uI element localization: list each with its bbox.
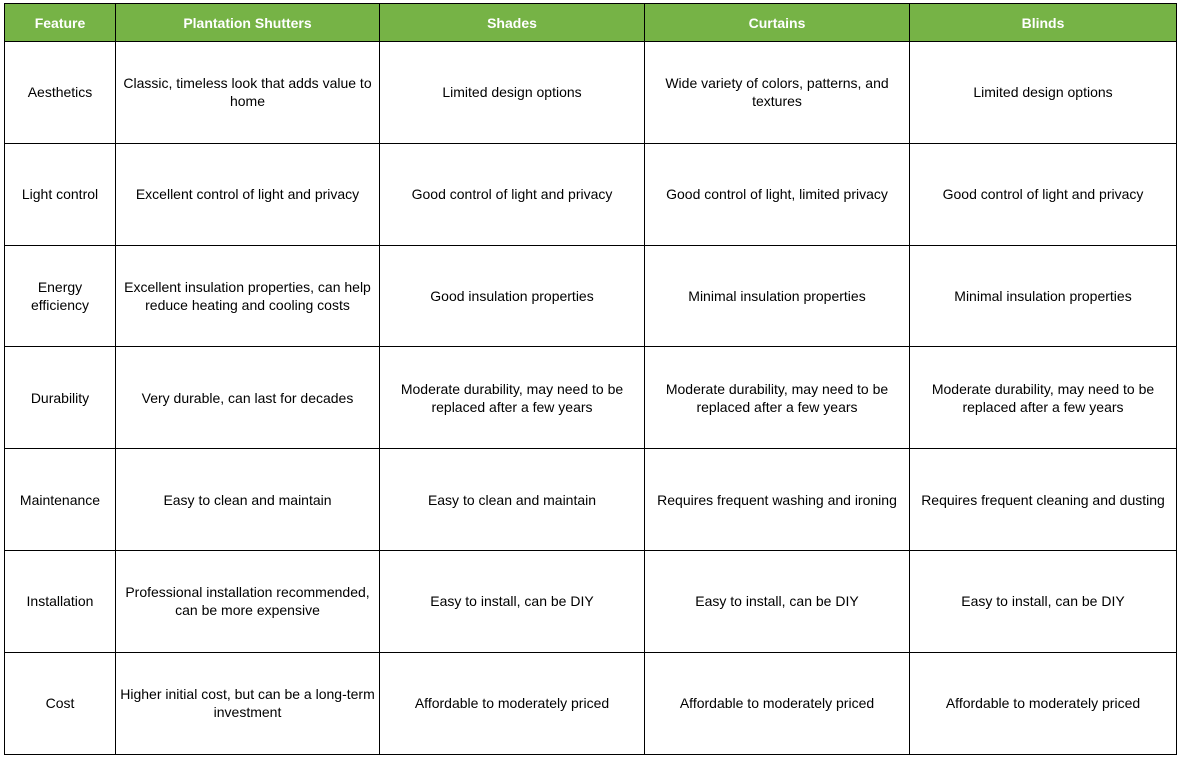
table-cell: Classic, timeless look that adds value to home [116,42,380,144]
row-feature-label: Energy efficiency [5,245,116,347]
table-cell: Easy to clean and maintain [116,449,380,551]
table-cell: Limited design options [910,42,1177,144]
row-feature-label: Maintenance [5,449,116,551]
header-row [5,4,1177,42]
table-cell: Requires frequent cleaning and dusting [910,449,1177,551]
table-row [5,652,1177,754]
table-cell: Moderate durability, may need to be replaced after a few years [645,347,910,449]
table-cell: Professional installation recommended, can be more expensive [116,550,380,652]
table-cell: Wide variety of colors, patterns, and textures [645,42,910,144]
table-body [5,42,1177,755]
row-feature-label: Cost [5,652,116,754]
table-row [5,449,1177,551]
row-feature-label: Durability [5,347,116,449]
table-header [5,4,1177,42]
table-cell: Moderate durability, may need to be replaced after a few years [380,347,645,449]
table-cell: Good control of light and privacy [910,143,1177,245]
table-cell: Very durable, can last for decades [116,347,380,449]
table-cell: Minimal insulation properties [645,245,910,347]
table-cell: Good control of light, limited privacy [645,143,910,245]
table-cell: Easy to install, can be DIY [380,550,645,652]
table-cell: Affordable to moderately priced [380,652,645,754]
table-row [5,245,1177,347]
table-cell: Requires frequent washing and ironing [645,449,910,551]
table-cell: Easy to install, can be DIY [910,550,1177,652]
header-plantation-shutters: Plantation Shutters [116,4,380,42]
table-cell: Good insulation properties [380,245,645,347]
table-cell: Limited design options [380,42,645,144]
table-cell: Minimal insulation properties [910,245,1177,347]
row-feature-label: Installation [5,550,116,652]
table-cell: Higher initial cost, but can be a long-term investment [116,652,380,754]
table-cell: Good control of light and privacy [380,143,645,245]
table-cell: Affordable to moderately priced [645,652,910,754]
header-blinds: Blinds [910,4,1177,42]
table-cell: Excellent control of light and privacy [116,143,380,245]
table-cell: Affordable to moderately priced [910,652,1177,754]
table-row [5,550,1177,652]
header-curtains: Curtains [645,4,910,42]
table-cell: Moderate durability, may need to be replaced after a few years [910,347,1177,449]
table-cell: Excellent insulation properties, can help reduce heating and cooling costs [116,245,380,347]
table-row [5,347,1177,449]
table-cell: Easy to clean and maintain [380,449,645,551]
comparison-table [4,3,1177,755]
table-cell: Easy to install, can be DIY [645,550,910,652]
table-row [5,143,1177,245]
header-shades: Shades [380,4,645,42]
row-feature-label: Light control [5,143,116,245]
header-feature: Feature [5,4,116,42]
row-feature-label: Aesthetics [5,42,116,144]
table-row [5,42,1177,144]
